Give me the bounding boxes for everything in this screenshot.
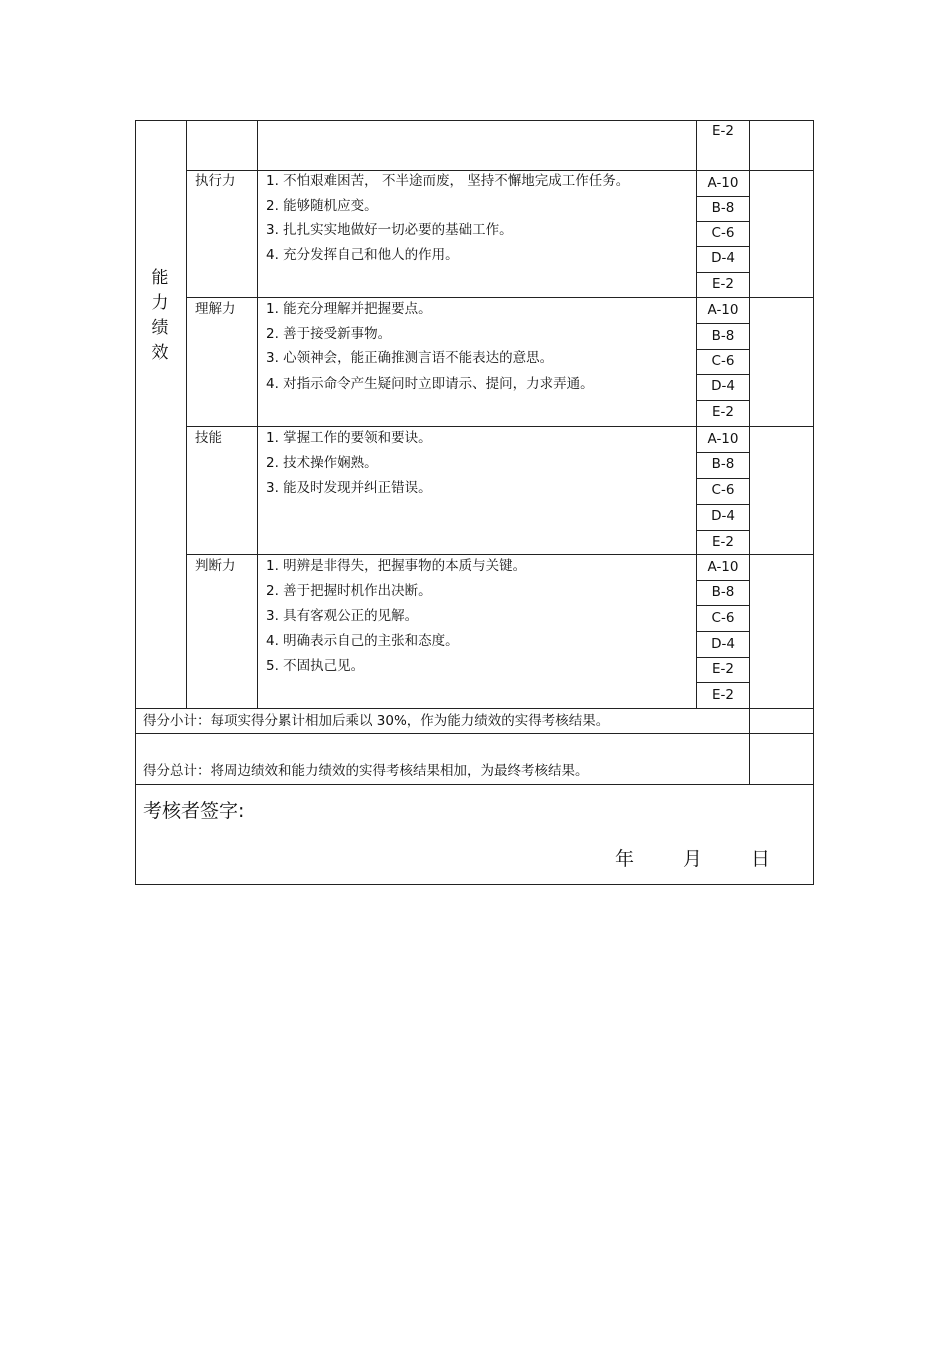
criteria-item: 3. 心领神会，能正确推测言语不能表达的意思。 xyxy=(266,350,554,366)
grade-cell: E-2 xyxy=(712,276,734,292)
appraisal-form-table xyxy=(135,120,814,885)
grade-cell: E-2 xyxy=(712,404,734,420)
grade-cell: E-2 xyxy=(712,534,734,550)
criteria-item: 2. 善于把握时机作出决断。 xyxy=(266,583,432,599)
section-name-execution: 执行力 xyxy=(195,173,236,189)
criteria-item: 1. 明辨是非得失，把握事物的本质与关键。 xyxy=(266,558,527,574)
date-day-label: 日 xyxy=(751,848,771,870)
criteria-item: 2. 技术操作娴熟。 xyxy=(266,455,378,471)
subtotal-text: 得分小计：每项实得分累计相加后乘以 30%，作为能力绩效的实得考核结果。 xyxy=(143,713,610,729)
grade-cell: B-8 xyxy=(711,456,735,472)
grade-cell: D-4 xyxy=(711,250,735,266)
grade-cell: D-4 xyxy=(711,636,735,652)
grade-cell: E-2 xyxy=(712,123,734,139)
criteria-item: 1. 掌握工作的要领和要诀。 xyxy=(266,430,432,446)
grade-cell: E-2 xyxy=(712,661,734,677)
grade-cell: C-6 xyxy=(711,353,735,369)
criteria-item: 5. 不固执己见。 xyxy=(266,658,365,674)
grade-cell: D-4 xyxy=(711,508,735,524)
grade-cell: E-2 xyxy=(712,687,734,703)
grade-cell: B-8 xyxy=(711,584,735,600)
grade-cell: A-10 xyxy=(707,175,739,191)
grade-cell: D-4 xyxy=(711,378,735,394)
criteria-item: 3. 能及时发现并纠正错误。 xyxy=(266,480,432,496)
criteria-item: 2. 善于接受新事物。 xyxy=(266,326,392,342)
date-year-label: 年 xyxy=(615,848,635,870)
criteria-item: 3. 具有客观公正的见解。 xyxy=(266,608,419,624)
grade-cell: A-10 xyxy=(707,431,739,447)
criteria-item: 1. 能充分理解并把握要点。 xyxy=(266,301,432,317)
criteria-item: 4. 对指示命令产生疑问时立即请示、提问，力求弄通。 xyxy=(266,376,594,392)
grade-cell: C-6 xyxy=(711,225,735,241)
date-month-label: 月 xyxy=(683,848,703,870)
grade-cell: B-8 xyxy=(711,328,735,344)
total-text: 得分总计：将周边绩效和能力绩效的实得考核结果相加，为最终考核结果。 xyxy=(143,763,589,779)
signature-label: 考核者签字: xyxy=(143,800,245,822)
grade-cell: A-10 xyxy=(707,302,739,318)
section-name-skills: 技能 xyxy=(195,430,222,446)
grade-cell: B-8 xyxy=(711,200,735,216)
criteria-item: 1. 不怕艰难困苦， 不半途而废， 坚持不懈地完成工作任务。 xyxy=(266,173,630,189)
category-label: 能力绩效 xyxy=(151,268,169,363)
criteria-item: 4. 明确表示自己的主张和态度。 xyxy=(266,633,459,649)
criteria-item: 3. 扎扎实实地做好一切必要的基础工作。 xyxy=(266,222,513,238)
grade-cell: A-10 xyxy=(707,559,739,575)
grade-cell: C-6 xyxy=(711,610,735,626)
criteria-item: 2. 能够随机应变。 xyxy=(266,198,378,214)
grade-cell: C-6 xyxy=(711,482,735,498)
section-name-comprehension: 理解力 xyxy=(195,301,236,317)
criteria-item: 4. 充分发挥自己和他人的作用。 xyxy=(266,247,459,263)
section-name-judgment: 判断力 xyxy=(195,558,236,574)
